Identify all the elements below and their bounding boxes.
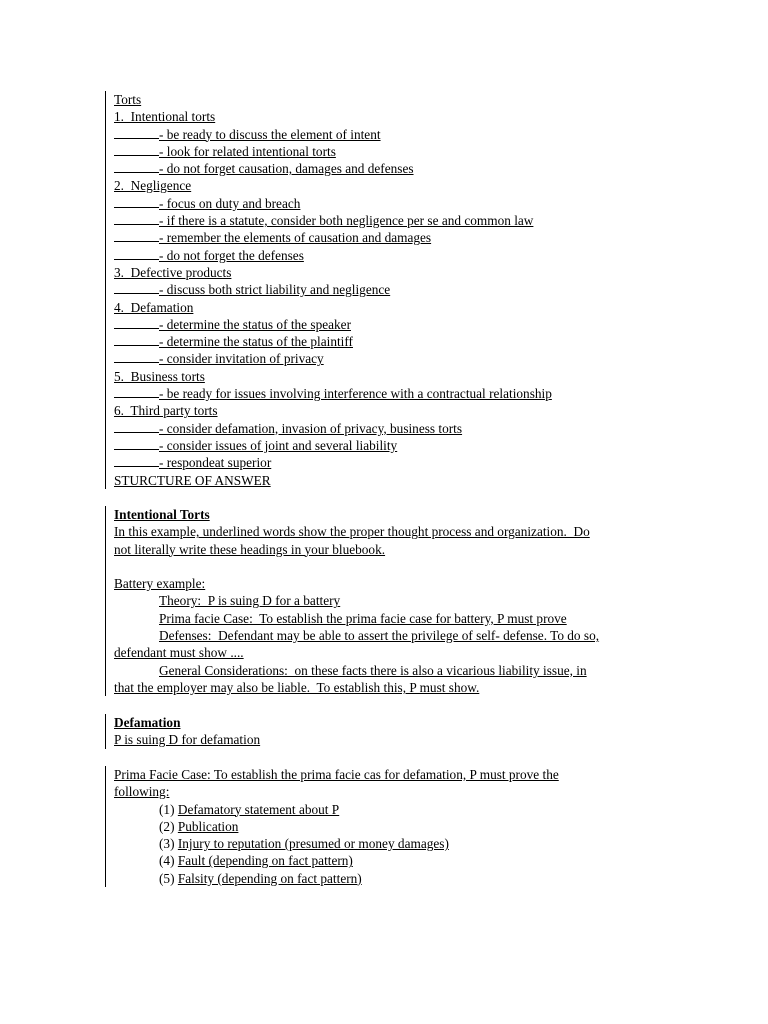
tab-underline [114,437,159,450]
defamation-block [105,714,665,749]
tab-underline [114,195,159,208]
outline-item: - remember the elements of causation and damages [114,229,665,246]
tab-underline [114,385,159,398]
battery-label: Battery example: [114,576,206,592]
prima-facie-line-2: following: [114,784,170,800]
tab-underline [114,229,159,242]
intro-line-2: not literally write these headings in your bluebook. [114,541,386,557]
defenses-line-1: Defenses: Defendant may be able to assert the privilege of self- defense. To do so, [159,628,600,644]
tab-underline [114,316,159,329]
section-heading: 3. Defective products [114,264,232,280]
tab-underline [114,281,159,294]
tab-underline [114,143,159,156]
outline-item: - determine the status of the speaker [114,316,665,333]
section-heading: 1. Intentional torts [114,109,216,125]
prima-facie-block [105,766,665,887]
torts-outline [105,91,665,489]
outline-item: - look for related intentional torts [114,143,665,160]
outline-item: - if there is a statute, consider both negligence per se and common law [114,212,665,229]
tab-underline [114,350,159,363]
element-item: (3) Injury to reputation (presumed or money damages) [159,836,449,852]
outline-item: - respondeat superior [114,454,665,471]
element-item: (4) Fault (depending on fact pattern) [159,853,353,869]
tab-underline [114,212,159,225]
defenses-line-2: defendant must show .... [114,645,244,661]
intentional-heading: Intentional Torts [114,507,210,522]
section-heading: 6. Third party torts [114,403,218,419]
spacer [114,558,665,575]
element-item: (1) Defamatory statement about P [159,801,340,817]
tab-underline [114,247,159,260]
outline-item: - be ready for issues involving interference with a contractual relationship [114,385,665,402]
tab-underline [114,333,159,346]
defamation-heading: Defamation [114,715,181,730]
intentional-torts-block [105,506,665,696]
outline-item: - do not forget the defenses [114,247,665,264]
tab-underline [114,454,159,467]
outline-item: - focus on duty and breach [114,195,665,212]
section-heading: 2. Negligence [114,178,192,194]
defamation-line: P is suing D for defamation [114,732,261,748]
general-line-1: General Considerations: on these facts there is also a vicarious liability issue, in [159,662,587,678]
outline-item: - be ready to discuss the element of intent [114,126,665,143]
torts-title: Torts [114,92,142,107]
outline-item: - discuss both strict liability and negligence [114,281,665,298]
tab-underline [114,126,159,139]
intro-line-1: In this example, underlined words show the proper thought process and organization. Do [114,524,590,540]
outline-item: - consider invitation of privacy [114,350,665,367]
section-heading: 5. Business torts [114,368,205,384]
element-item: (5) Falsity (depending on fact pattern) [159,870,362,886]
outline-item: - do not forget causation, damages and defenses [114,160,665,177]
section-heading: 4. Defamation [114,299,194,315]
tab-underline [114,420,159,433]
prima-line: Prima facie Case: To establish the prima facie case for battery, P must prove [159,610,567,626]
element-item: (2) Publication [159,818,239,834]
structure-label: STURCTURE OF ANSWER [114,472,271,488]
tab-underline [114,160,159,173]
theory-line: Theory: P is suing D for a battery [159,593,341,609]
outline-item: - consider defamation, invasion of privacy, business torts [114,420,665,437]
outline-item: - consider issues of joint and several liability [114,437,665,454]
general-line-2: that the employer may also be liable. To establish this, P must show. [114,679,480,695]
outline-item: - determine the status of the plaintiff [114,333,665,350]
prima-facie-line-1: Prima Facie Case: To establish the prima facie cas for defamation, P must prove the [114,767,559,782]
